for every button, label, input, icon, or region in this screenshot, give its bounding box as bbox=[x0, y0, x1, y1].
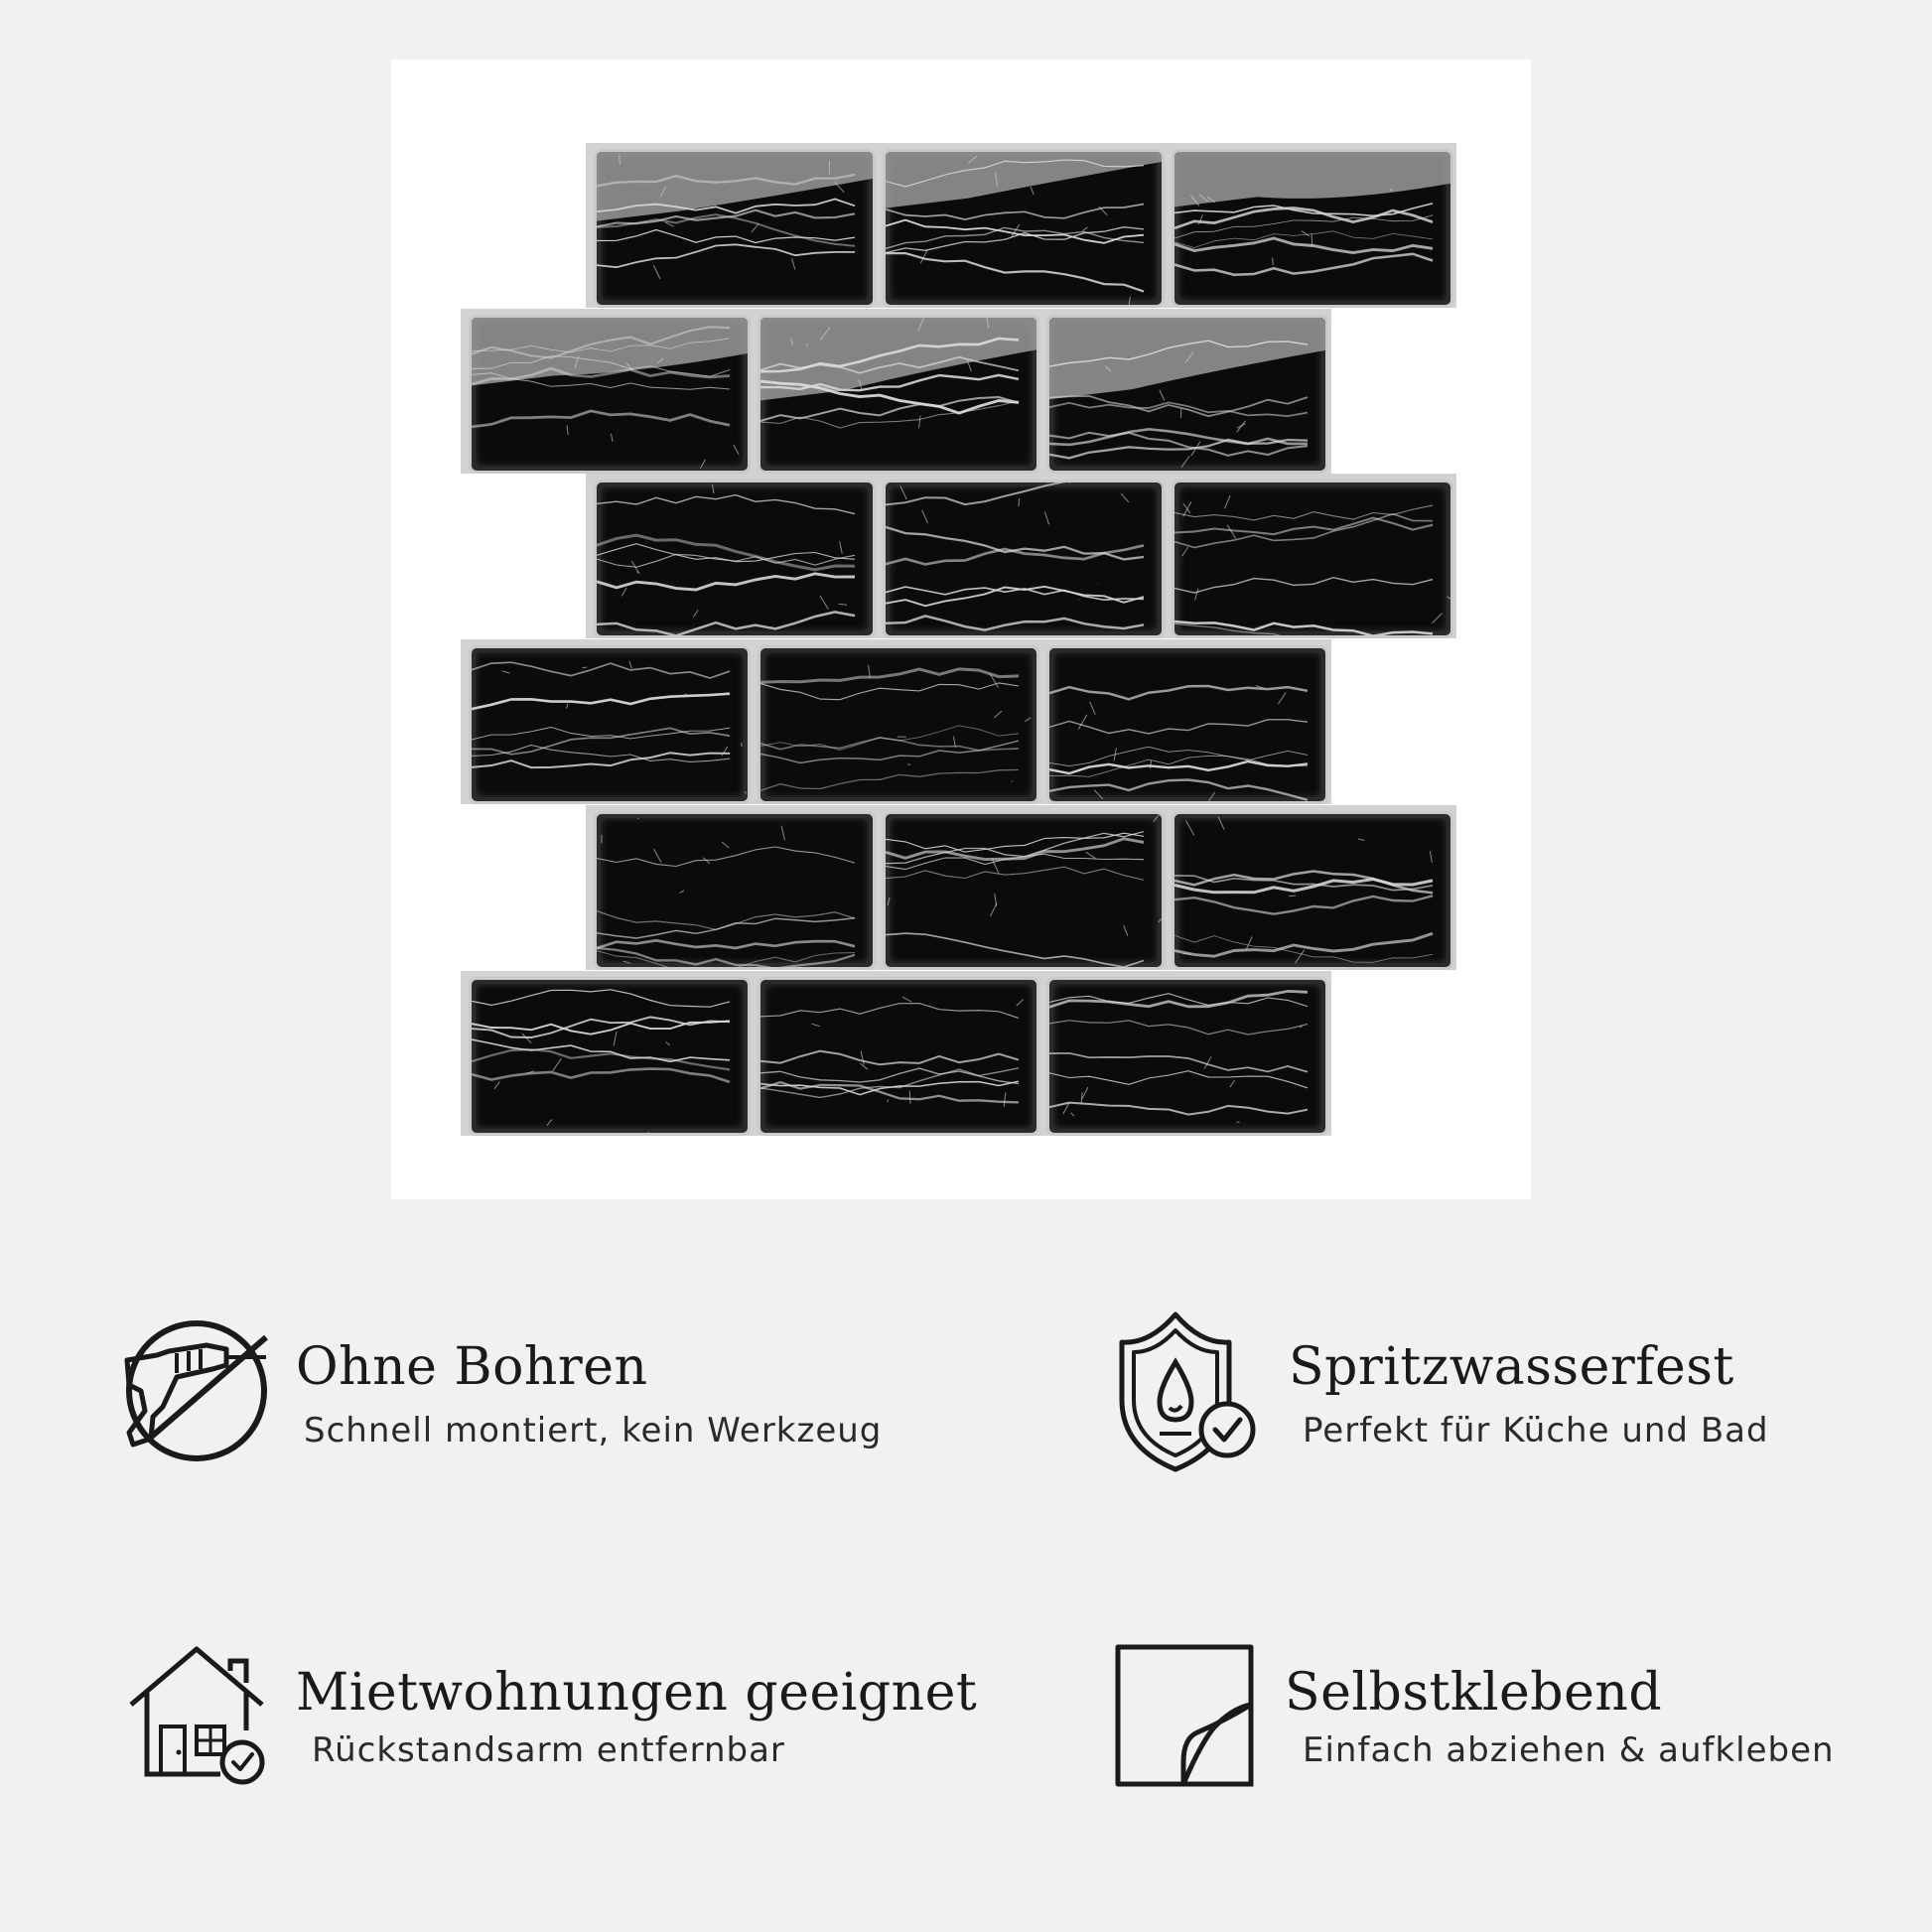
feature-title: Selbstklebend bbox=[1285, 1663, 1663, 1723]
feature-title: Ohne Bohren bbox=[296, 1337, 648, 1397]
marble-tile bbox=[469, 645, 751, 804]
marble-tile bbox=[1046, 315, 1328, 474]
marble-tile bbox=[758, 315, 1039, 474]
marble-tile bbox=[1172, 811, 1453, 970]
feature-mietwohnungen bbox=[125, 1643, 1019, 1802]
product-image-panel bbox=[391, 60, 1531, 1199]
marble-tile bbox=[1172, 480, 1453, 638]
marble-tile bbox=[883, 149, 1165, 308]
marble-tile bbox=[883, 480, 1165, 638]
marble-tile bbox=[1172, 149, 1453, 308]
marble-tile bbox=[594, 149, 876, 308]
feature-ohne-bohren bbox=[117, 1315, 1011, 1474]
marble-tile bbox=[594, 480, 876, 638]
marble-tile bbox=[469, 977, 751, 1136]
marble-tile bbox=[758, 645, 1039, 804]
house-check-icon bbox=[125, 1643, 274, 1792]
no-drill-icon bbox=[117, 1315, 276, 1474]
feature-subtitle: Perfekt für Küche und Bad bbox=[1303, 1411, 1769, 1450]
marble-tile bbox=[883, 811, 1165, 970]
shield-water-drop-icon bbox=[1110, 1311, 1269, 1479]
marble-tile bbox=[758, 977, 1039, 1136]
feature-spritzwasserfest bbox=[1110, 1311, 1924, 1469]
marble-tile bbox=[1046, 645, 1328, 804]
feature-selbstklebend bbox=[1114, 1643, 1928, 1802]
tile-sheet-image bbox=[391, 60, 1531, 1199]
marble-tile bbox=[594, 811, 876, 970]
marble-tile bbox=[469, 315, 751, 474]
feature-subtitle: Rückstandsarm entfernbar bbox=[312, 1730, 785, 1770]
feature-title: Mietwohnungen geeignet bbox=[296, 1663, 978, 1723]
peel-sticker-icon bbox=[1114, 1643, 1263, 1792]
feature-title: Spritzwasserfest bbox=[1289, 1337, 1734, 1397]
feature-subtitle: Schnell montiert, kein Werkzeug bbox=[304, 1411, 883, 1450]
marble-tile bbox=[1046, 977, 1328, 1136]
feature-subtitle: Einfach abziehen & aufkleben bbox=[1303, 1730, 1835, 1770]
